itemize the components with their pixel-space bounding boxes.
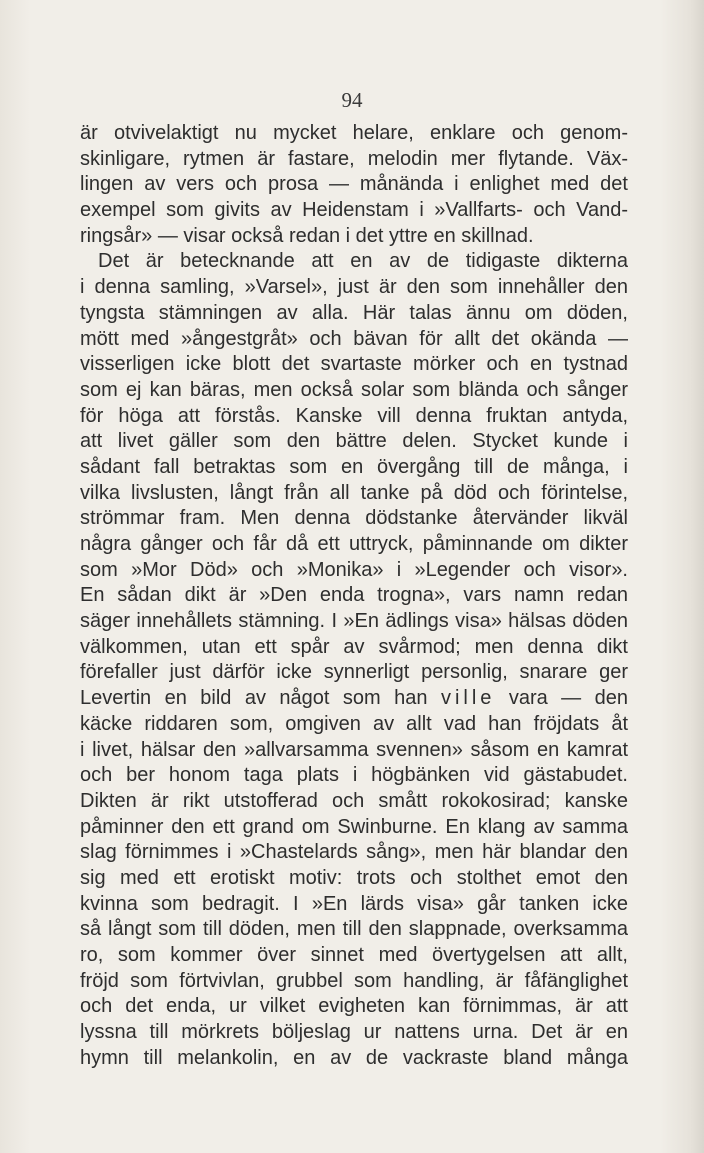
text-line: En sådan dikt är »Den enda trogna», vars namn redan xyxy=(80,584,628,607)
text-line: och det enda, ur vilket evigheten kan förnimmas, är att xyxy=(80,995,628,1018)
text-line: i livet, hälsar den »allvarsamma svennen» såsom en kamrat xyxy=(80,738,628,761)
text-line: Det är betecknande att en av de tidigaste dikterna xyxy=(98,250,628,273)
text-line: sådant fall betraktas som en övergång till de många, i xyxy=(80,455,628,478)
text-line: kvinna som bedragit. I »En lärds visa» går tanken icke xyxy=(80,892,628,915)
text-line: i denna samling, »Varsel», just är den som innehåller den xyxy=(80,276,628,299)
text-line: ringsår» — visar också redan i det yttre en skillnad. xyxy=(80,224,534,247)
text-line: exempel som givits av Heidenstam i »Vallfarts- och Vand- xyxy=(80,199,628,222)
text-line: tyngsta stämningen av alla. Här talas ännu om döden, xyxy=(80,301,628,324)
text-run: vara — den xyxy=(495,687,628,710)
text-line: att livet gäller som den bättre delen. Stycket kunde i xyxy=(80,430,628,453)
text-line: säger innehållets stämning. I »En ädlings visa» hälsas döden xyxy=(80,610,628,633)
text-line: påminner den ett grand om Swinburne. En klang av samma xyxy=(80,815,628,838)
text-line: lingen av vers och prosa — månända i enlighet med det xyxy=(80,173,628,196)
text-line xyxy=(80,686,628,712)
text-line: strömmar fram. Men denna dödstanke återvänder likväl xyxy=(80,507,628,530)
text-run: Levertin en bild av något som han xyxy=(80,687,441,710)
text-line: välkommen, utan ett spår av svårmod; men denna dikt xyxy=(80,635,628,658)
body-text xyxy=(80,121,628,1071)
text-line: fröjd som förtvivlan, grubbel som handling, är fåfänglighet xyxy=(80,969,628,992)
text-line: förefaller just därför icke synnerligt personlig, snarare ger xyxy=(80,661,628,684)
text-line: sig med ett erotiskt motiv: trots och stolthet emot den xyxy=(80,866,628,889)
text-line: hymn till melankolin, en av de vackraste bland många xyxy=(80,1046,628,1069)
text-line: några gånger och får då ett uttryck, påminnande om dikter xyxy=(80,533,628,555)
text-line: lyssna till mörkrets böljeslag ur nattens urna. Det är en xyxy=(80,1021,628,1044)
text-line: Dikten är rikt utstofferad och smått rokokosirad; kanske xyxy=(80,789,628,812)
text-line: som »Mor Död» och »Monika» i »Legender och visor». xyxy=(80,558,628,581)
text-line: slag förnimmes i »Chastelards sång», men här blandar den xyxy=(80,841,628,864)
text-line: som ej kan bäras, men också solar som blända och sånger xyxy=(80,378,628,401)
text-line: så långt som till döden, men till den slappnade, overksamma xyxy=(80,918,628,941)
text-line: skinligare, rytmen är fastare, melodin mer flytande. Väx- xyxy=(80,147,628,170)
text-line: vilka livslusten, långt från all tanke på död och förintelse, xyxy=(80,481,628,504)
emphasized-word: ville xyxy=(440,687,496,710)
text-line: käcke riddaren som, omgiven av allt vad han fröjdats åt xyxy=(80,712,628,735)
text-line: och ber honom taga plats i högbänken vid gästabudet. xyxy=(80,764,628,787)
text-line: visserligen icke blott det svartaste mörker och en tystnad xyxy=(80,353,628,376)
text-line: är otvivelaktigt nu mycket helare, enklare och genom- xyxy=(80,122,628,144)
text-line: mött med »ångestgråt» och bävan för allt det okända — xyxy=(80,327,628,350)
text-line: för höga att förstås. Kanske vill denna fruktan antyda, xyxy=(80,404,628,427)
text-line: ro, som kommer över sinnet med övertygelsen att allt, xyxy=(80,944,628,966)
page-number: 94 xyxy=(341,88,363,112)
